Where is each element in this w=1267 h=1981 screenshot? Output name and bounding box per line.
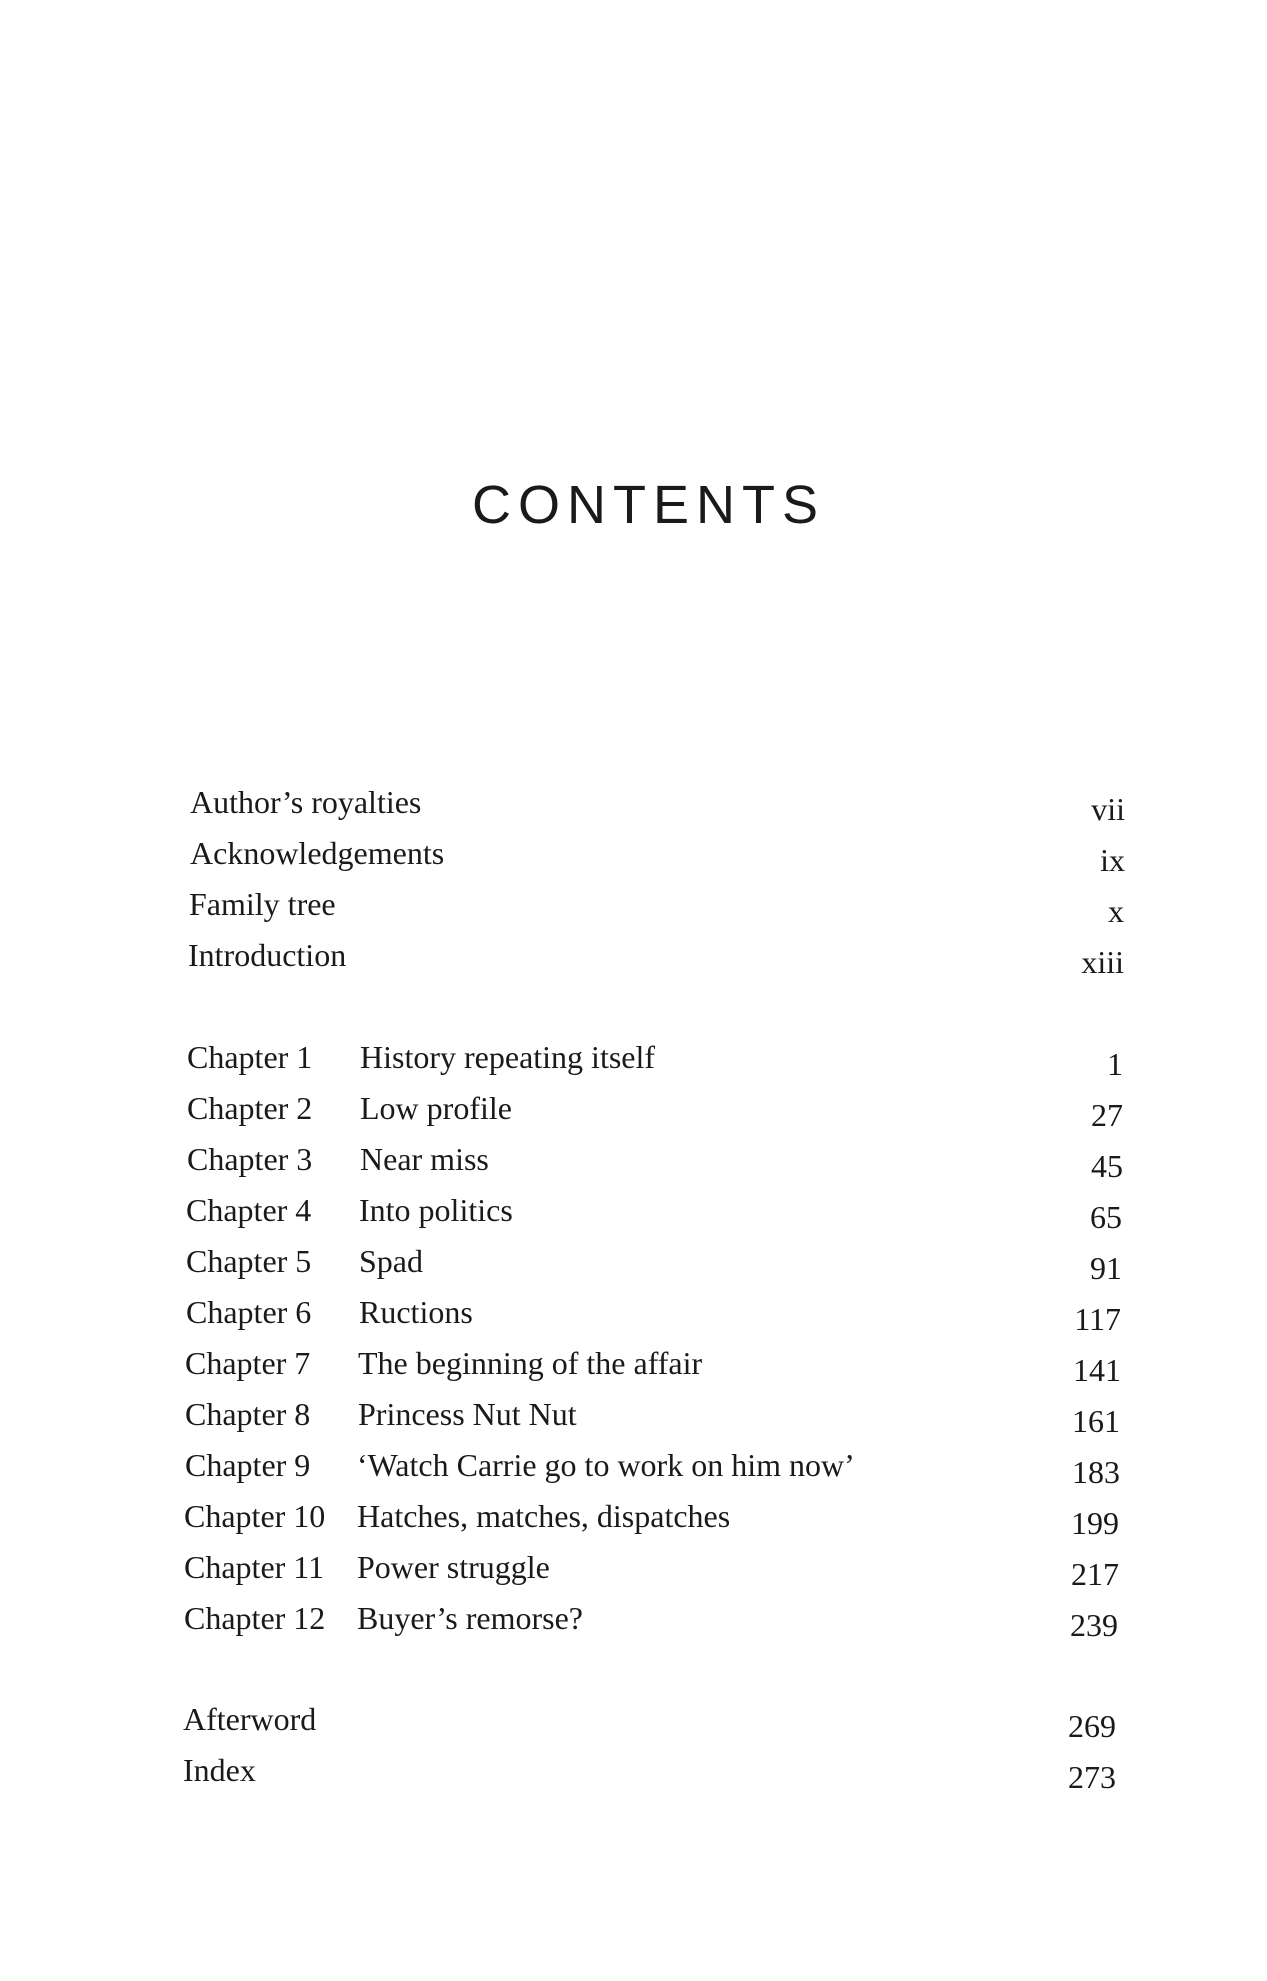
chapter-title: Power struggle xyxy=(357,1549,550,1585)
page-title: CONTENTS xyxy=(472,475,825,535)
toc-entry xyxy=(0,882,1267,929)
chapter-title: History repeating itself xyxy=(360,1039,656,1075)
toc-entry-page: xiii xyxy=(1081,944,1124,980)
chapter-page: 27 xyxy=(1091,1097,1123,1133)
chapter-title: Ructions xyxy=(359,1294,473,1330)
chapter-page: 91 xyxy=(1090,1250,1122,1286)
chapter-title: ‘Watch Carrie go to work on him now’ xyxy=(357,1447,855,1483)
chapter-title: Spad xyxy=(359,1243,423,1279)
chapter-page: 65 xyxy=(1090,1199,1122,1235)
chapter-number: Chapter 2 xyxy=(187,1090,313,1126)
chapter-page: 141 xyxy=(1073,1352,1121,1388)
chapter-entry xyxy=(0,1137,1267,1184)
chapter-page: 239 xyxy=(1070,1607,1118,1643)
toc-entry-label: Acknowledgements xyxy=(190,835,445,871)
chapter-number: Chapter 7 xyxy=(185,1345,311,1381)
chapter-title: Buyer’s remorse? xyxy=(357,1600,583,1636)
chapter-page: 45 xyxy=(1091,1148,1123,1184)
chapter-entry xyxy=(0,1239,1267,1286)
chapter-title: Low profile xyxy=(360,1090,512,1126)
chapter-number: Chapter 5 xyxy=(186,1243,312,1279)
chapter-page: 183 xyxy=(1072,1454,1120,1490)
toc-entry-label: Author’s royalties xyxy=(190,784,422,820)
chapter-entry xyxy=(0,1392,1267,1439)
chapter-number: Chapter 4 xyxy=(186,1192,312,1228)
chapter-page: 161 xyxy=(1072,1403,1120,1439)
chapter-page: 217 xyxy=(1071,1556,1119,1592)
toc-entry-label: Introduction xyxy=(188,937,347,973)
chapter-number: Chapter 11 xyxy=(184,1549,325,1585)
chapter-title: Into politics xyxy=(359,1192,513,1228)
chapter-number: Chapter 9 xyxy=(185,1447,311,1483)
chapter-number: Chapter 1 xyxy=(187,1039,313,1075)
toc-entry-label: Family tree xyxy=(189,886,336,922)
chapter-page: 199 xyxy=(1071,1505,1119,1541)
toc-entry-page: ix xyxy=(1100,842,1125,878)
chapter-title: The beginning of the affair xyxy=(358,1345,703,1381)
chapter-entry xyxy=(0,1545,1267,1592)
chapter-entry xyxy=(0,1596,1267,1643)
chapter-entry xyxy=(0,1290,1267,1337)
chapter-title: Princess Nut Nut xyxy=(358,1396,577,1432)
chapter-entry xyxy=(0,1341,1267,1388)
toc-entry-label: Index xyxy=(183,1752,256,1788)
chapter-number: Chapter 8 xyxy=(185,1396,311,1432)
chapter-title: Hatches, matches, dispatches xyxy=(357,1498,731,1534)
chapter-number: Chapter 12 xyxy=(184,1600,326,1636)
toc-entry xyxy=(0,1748,1267,1795)
toc-entry-page: x xyxy=(1108,893,1124,929)
chapter-page: 117 xyxy=(1074,1301,1121,1337)
toc-entry-page: 273 xyxy=(1068,1759,1116,1795)
chapter-number: Chapter 3 xyxy=(187,1141,313,1177)
chapter-number: Chapter 10 xyxy=(184,1498,326,1534)
chapter-entry xyxy=(0,1443,1267,1490)
toc-entry-page: vii xyxy=(1091,791,1125,827)
chapter-entry xyxy=(0,1188,1267,1235)
chapter-entry xyxy=(0,1494,1267,1541)
toc-entry xyxy=(0,831,1267,878)
chapter-entry xyxy=(0,1035,1267,1082)
toc-entry xyxy=(0,933,1267,980)
toc-entry-page: 269 xyxy=(1068,1708,1116,1744)
toc-entry-label: Afterword xyxy=(183,1701,317,1737)
chapter-entry xyxy=(0,1086,1267,1133)
chapter-title: Near miss xyxy=(360,1141,489,1177)
chapter-page: 1 xyxy=(1107,1046,1123,1082)
toc-entry xyxy=(0,780,1267,827)
chapter-number: Chapter 6 xyxy=(186,1294,312,1330)
toc-entry xyxy=(0,1697,1267,1744)
